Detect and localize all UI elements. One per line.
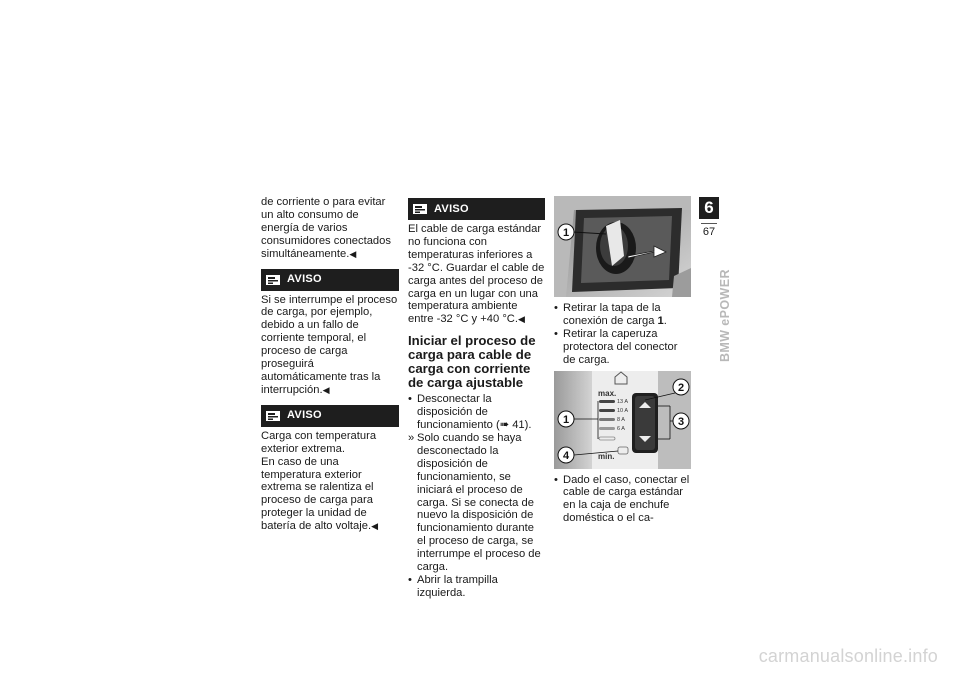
notice-banner	[261, 405, 399, 427]
list-item: » Solo cuando se haya desconectado la disposición de funcionamiento, se iniciará el proceso de carga. Si se conecta de nuevo la disposición de funcionamiento durante el proceso de carga, se interrumpe el proceso de carga.	[408, 431, 541, 574]
notice-title: AVISO	[434, 202, 469, 215]
notice-banner	[408, 198, 545, 220]
bullet-marker: •	[554, 473, 558, 486]
step-list	[554, 302, 691, 367]
bullet-marker: •	[554, 302, 558, 314]
notice-hand-icon	[412, 202, 428, 216]
watermark: carmanualsonline.info	[758, 646, 938, 666]
notice-text: El cable de carga estándar no funciona con temperaturas inferiores a -32 °C. Guardar el cable de carga antes del proceso de carga en un lugar con una temperatura ambiente entre -32 °C y +40 °C.◀	[408, 223, 545, 326]
svg-text:6 A: 6 A	[617, 425, 625, 432]
notice-text: Carga con temperatura exterior extrema.	[261, 429, 377, 455]
end-mark: ◀	[371, 521, 379, 532]
svg-text:13 A: 13 A	[617, 398, 629, 405]
end-mark: ◀	[349, 248, 357, 259]
bullet-marker: •	[554, 327, 558, 340]
end-mark: ◀	[518, 314, 525, 325]
notice-text: Si se interrumpe el proceso de carga, por ejemplo, debido a un fallo de corriente temporal, el proceso de carga proseguirá automáticamente tras la interrupción.◀	[261, 293, 398, 396]
vertical-section-title: BMW ePOWER	[718, 269, 732, 362]
step-list	[408, 393, 545, 600]
bullet-marker: •	[408, 573, 412, 586]
svg-text:8 A: 8 A	[617, 416, 625, 423]
column-middle	[408, 196, 545, 600]
list-item: • Dado el caso, conectar el cable de carga estándar en la caja de enchufe doméstica o el ca-	[554, 473, 690, 525]
svg-text:10 A: 10 A	[617, 407, 629, 414]
intro-paragraph: de corriente o para evitar un alto consumo de energía de varios consumidores conectados simultáneamente.◀	[261, 196, 391, 260]
page-number: 67	[702, 226, 716, 238]
list-item: • Desconectar la disposición de funcionamiento (➠ 41).	[408, 393, 532, 432]
result-marker: »	[408, 431, 415, 444]
notice-title: AVISO	[287, 273, 322, 286]
section-heading: Iniciar el proceso de carga para cable de carga con corriente de carga ajustable	[408, 333, 536, 391]
svg-text:4: 4	[562, 449, 570, 462]
list-item: • Abrir la trampilla izquierda.	[408, 573, 498, 599]
column-left	[261, 196, 399, 533]
step-list	[554, 474, 691, 526]
charge-current-panel-photo	[554, 371, 691, 469]
svg-text:max.: max.	[598, 388, 617, 398]
page-number-rule	[701, 223, 717, 224]
list-item: • Retirar la tapa de la conexión de carga 1.	[554, 302, 667, 327]
svg-text:min.: min.	[598, 451, 615, 461]
notice-hand-icon	[265, 409, 281, 423]
column-right	[554, 196, 691, 525]
end-mark: ◀	[322, 384, 330, 395]
svg-text:3: 3	[677, 415, 685, 428]
notice-hand-icon	[265, 273, 281, 287]
chapter-number: 6	[699, 197, 719, 219]
charging-port-photo	[554, 196, 691, 297]
list-item: • Retirar la caperuza protectora del conector de carga.	[554, 327, 678, 366]
notice-text: En caso de una temperatura exterior extrema se ralentiza el proceso de carga para proteger la unidad de batería de alto voltaje.◀	[261, 455, 379, 533]
svg-text:1: 1	[562, 227, 570, 239]
notice-banner	[261, 269, 399, 291]
bullet-marker: •	[408, 393, 412, 406]
svg-text:2: 2	[677, 381, 685, 394]
notice-title: AVISO	[287, 409, 322, 422]
svg-text:1: 1	[562, 413, 570, 426]
